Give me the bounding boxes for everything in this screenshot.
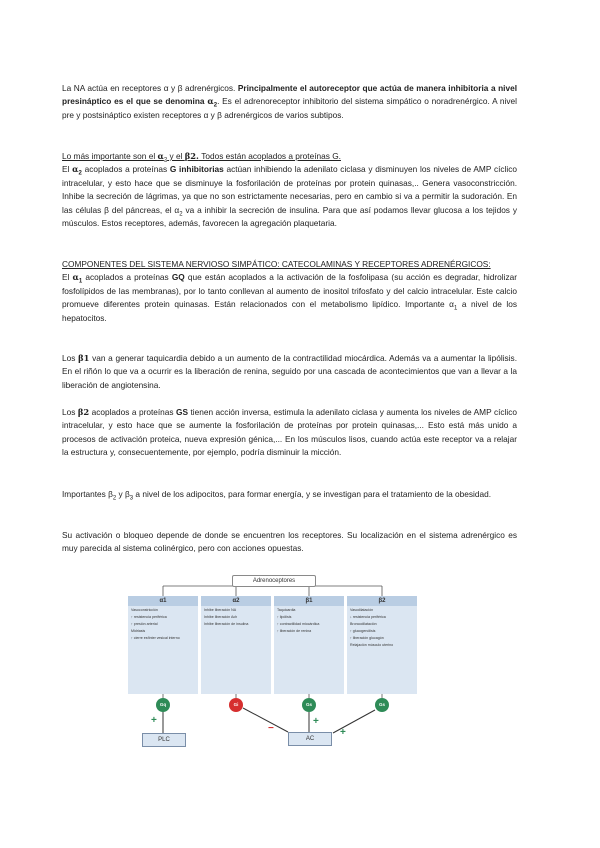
effect-item: ↑ cierre esfínter vesical interno	[131, 636, 180, 640]
effect-item: ↓ resistencia periférica	[350, 615, 386, 619]
adrenoceptor-diagram	[128, 572, 417, 754]
diagram-title: Adrenoceptores	[232, 575, 316, 587]
bold-text-run: GQ	[171, 272, 185, 283]
column-header: β1	[274, 596, 344, 606]
text-run: Los	[62, 407, 78, 417]
receptor-column-beta1	[274, 596, 344, 694]
receptor-column-alpha1	[128, 596, 198, 694]
subscript: 2	[78, 171, 82, 178]
bold-text-run: GS	[176, 407, 189, 417]
column-header: β2	[347, 596, 417, 606]
bold-text-run: G inhibitorias	[169, 164, 224, 175]
effect-item: Broncodilatación	[350, 622, 377, 626]
plus-sign: +	[151, 715, 157, 726]
text-run: acoplados a proteínas	[89, 407, 177, 417]
ac-effector: AC	[288, 732, 332, 746]
effect-item: Relajación músculo uterino	[350, 643, 394, 647]
beta-symbol: β1	[78, 353, 90, 363]
beta-symbol: β2	[77, 407, 90, 417]
text-run: El	[62, 164, 73, 175]
text-run: a nivel de los hepatocitos.	[62, 299, 518, 323]
column-header: α1	[128, 596, 198, 606]
gs-protein: Gs	[302, 698, 316, 712]
heading-run: y el	[167, 151, 185, 161]
effect-item: Midriasis	[131, 629, 146, 633]
subscript: 1	[78, 279, 83, 286]
plus-sign: +	[340, 727, 346, 738]
gi-to-ac-arrow	[243, 708, 288, 732]
effect-item: Taquicardia	[277, 608, 296, 612]
effect-item: ↑ liberación glucagón	[350, 636, 384, 640]
text-run: actúan inhibiendo la adenilato ciclasa y disminuyen los niveles de AMP cíclico intracelular, y esto hace que se disminuye la fosforilación de proteínas por protein quinasas,.. Genera vasoconstricción. Inhibe la secreción de lágrimas, ya que no son estrictamente necesarias, pero en cambio si va a permitir la sudoración. En las células β del páncreas, el α	[62, 164, 517, 215]
receptor-column-alpha2	[201, 596, 271, 694]
subscript: 3	[129, 495, 134, 502]
gq-protein: Gq	[156, 698, 170, 712]
effect-item: ↑ glucogenólisis	[350, 629, 376, 633]
effect-item: ↑ contractilidad miocárdica	[277, 622, 320, 626]
effect-item: Inhibe liberación NA	[204, 608, 237, 612]
section-heading: COMPONENTES DEL SISTEMA NERVIOSO SIMPÁTICO: CATECOLAMINAS Y RECEPTORES ADRENÉRGICOS:	[62, 259, 491, 269]
text-run: tienen acción inversa, estimula la adenilato ciclasa y aumenta los niveles de AMP cíclico intracelular, y esto hace que se aumente la fosforilación de proteínas por protein quinasas,... Esto está más unido a procesos de activación proteica, nueva expresión génica,... En los músculos lisos, cuando actúa este receptor va a relajar la estructura y, consecuentemente, por ejemplo, podría disminuir la micción.	[62, 407, 517, 458]
text-run: va a inhibir la secreción de insulina. Para que así podamos llevar glucosa a los tejidos y músculos. Estos receptores, además, favorecen la agregación plaquetaria.	[62, 204, 517, 229]
effect-item: ↑ resistencia periférica	[131, 615, 167, 619]
text-run: Importantes β	[62, 489, 113, 499]
effect-item: ↑ presión arterial	[131, 622, 158, 626]
paragraph-beta2	[62, 406, 517, 460]
alpha-symbol: α	[207, 96, 214, 107]
effect-item: Vasoconstricción	[131, 608, 158, 612]
paragraph-beta1	[62, 352, 517, 392]
text-run: . Es el adrenoreceptor inhibitorio del sistema simpático o noradrenérgico. A nivel pre y postsináptico existen receptores α y β adrenérgicos de varios subtipos.	[62, 96, 517, 120]
effect-item: ↑ lipólisis	[277, 615, 292, 619]
receptor-column-beta2	[347, 596, 417, 694]
paragraph-na-receptors	[62, 82, 517, 122]
paragraph-activation	[62, 529, 517, 556]
text-run: van a generar taquicardia debido a un aumento de la contractilidad miocárdica. Además va a aumentar la lipólisis. En el riñón lo que va a ocurrir es la liberación de renina, seguido por una cascada de acontecimientos que van a llevar a la liberación de angiotensina.	[62, 353, 517, 390]
column-header: α2	[201, 596, 271, 606]
minus-sign: −	[268, 723, 274, 734]
plus-sign: +	[313, 716, 319, 727]
text-run: El	[62, 272, 73, 283]
text-run: Los	[62, 353, 79, 363]
subscript: 2	[213, 103, 218, 110]
text-run: acoplados a proteínas	[82, 272, 172, 283]
effect-item: ↑ liberación de renina	[277, 629, 312, 633]
effect-item: Inhibe liberación Ach	[204, 615, 238, 619]
paragraph-components	[62, 258, 517, 325]
gi-protein: Gi	[229, 698, 243, 712]
heading-run: Todos están acoplados a proteínas G.	[198, 151, 341, 161]
text-run: que están acoplados a la activación de la fosfolipasa (su acción es degradar, hidrolizar fosfolípidos de las membranas), por lo tanto conllevan al aumento de inositol trifosfato y del calcio intracelular. Este calcio promueve diferentes protein quinasas. Están relacionados con el metabolismo lipídico. Importante α	[62, 272, 517, 310]
text-run: acoplados a proteínas	[81, 164, 170, 175]
subscript: 2	[179, 211, 183, 218]
subscript: 2	[163, 157, 168, 164]
bold-text-run: Principalmente el autoreceptor que actúa de manera inhibitoria a nivel presináptico es el que se denomina	[62, 83, 517, 107]
heading-run: Lo más importante son el	[62, 151, 158, 161]
subscript: 1	[453, 305, 458, 312]
paragraph-adipocytes	[62, 488, 517, 501]
beta-symbol: β2.	[184, 151, 199, 161]
effect-item: Vasodilatación	[350, 608, 374, 612]
text-run: Su activación o bloqueo depende de donde se encuentren los receptores. Su localización en el sistema adrenérgico es muy parecida al sistema colinérgico, pero con acciones opuestas.	[62, 530, 517, 554]
effect-item: Inhibe liberación de insulina	[204, 622, 249, 626]
paragraph-alpha2	[62, 150, 517, 230]
alpha-symbol: α	[157, 151, 164, 161]
alpha-symbol: α	[72, 272, 79, 283]
gs-protein: Gs	[375, 698, 389, 712]
text-run: La NA actúa en receptores α y β adrenérgicos.	[62, 83, 238, 93]
alpha-symbol: α	[72, 164, 79, 175]
text-run: y β	[116, 489, 130, 499]
subscript: 2	[112, 495, 117, 502]
text-run: a nivel de los adipocitos, para formar energía, y se investigan para el tratamiento de la obesidad.	[133, 489, 492, 499]
plc-effector: PLC	[142, 733, 186, 747]
